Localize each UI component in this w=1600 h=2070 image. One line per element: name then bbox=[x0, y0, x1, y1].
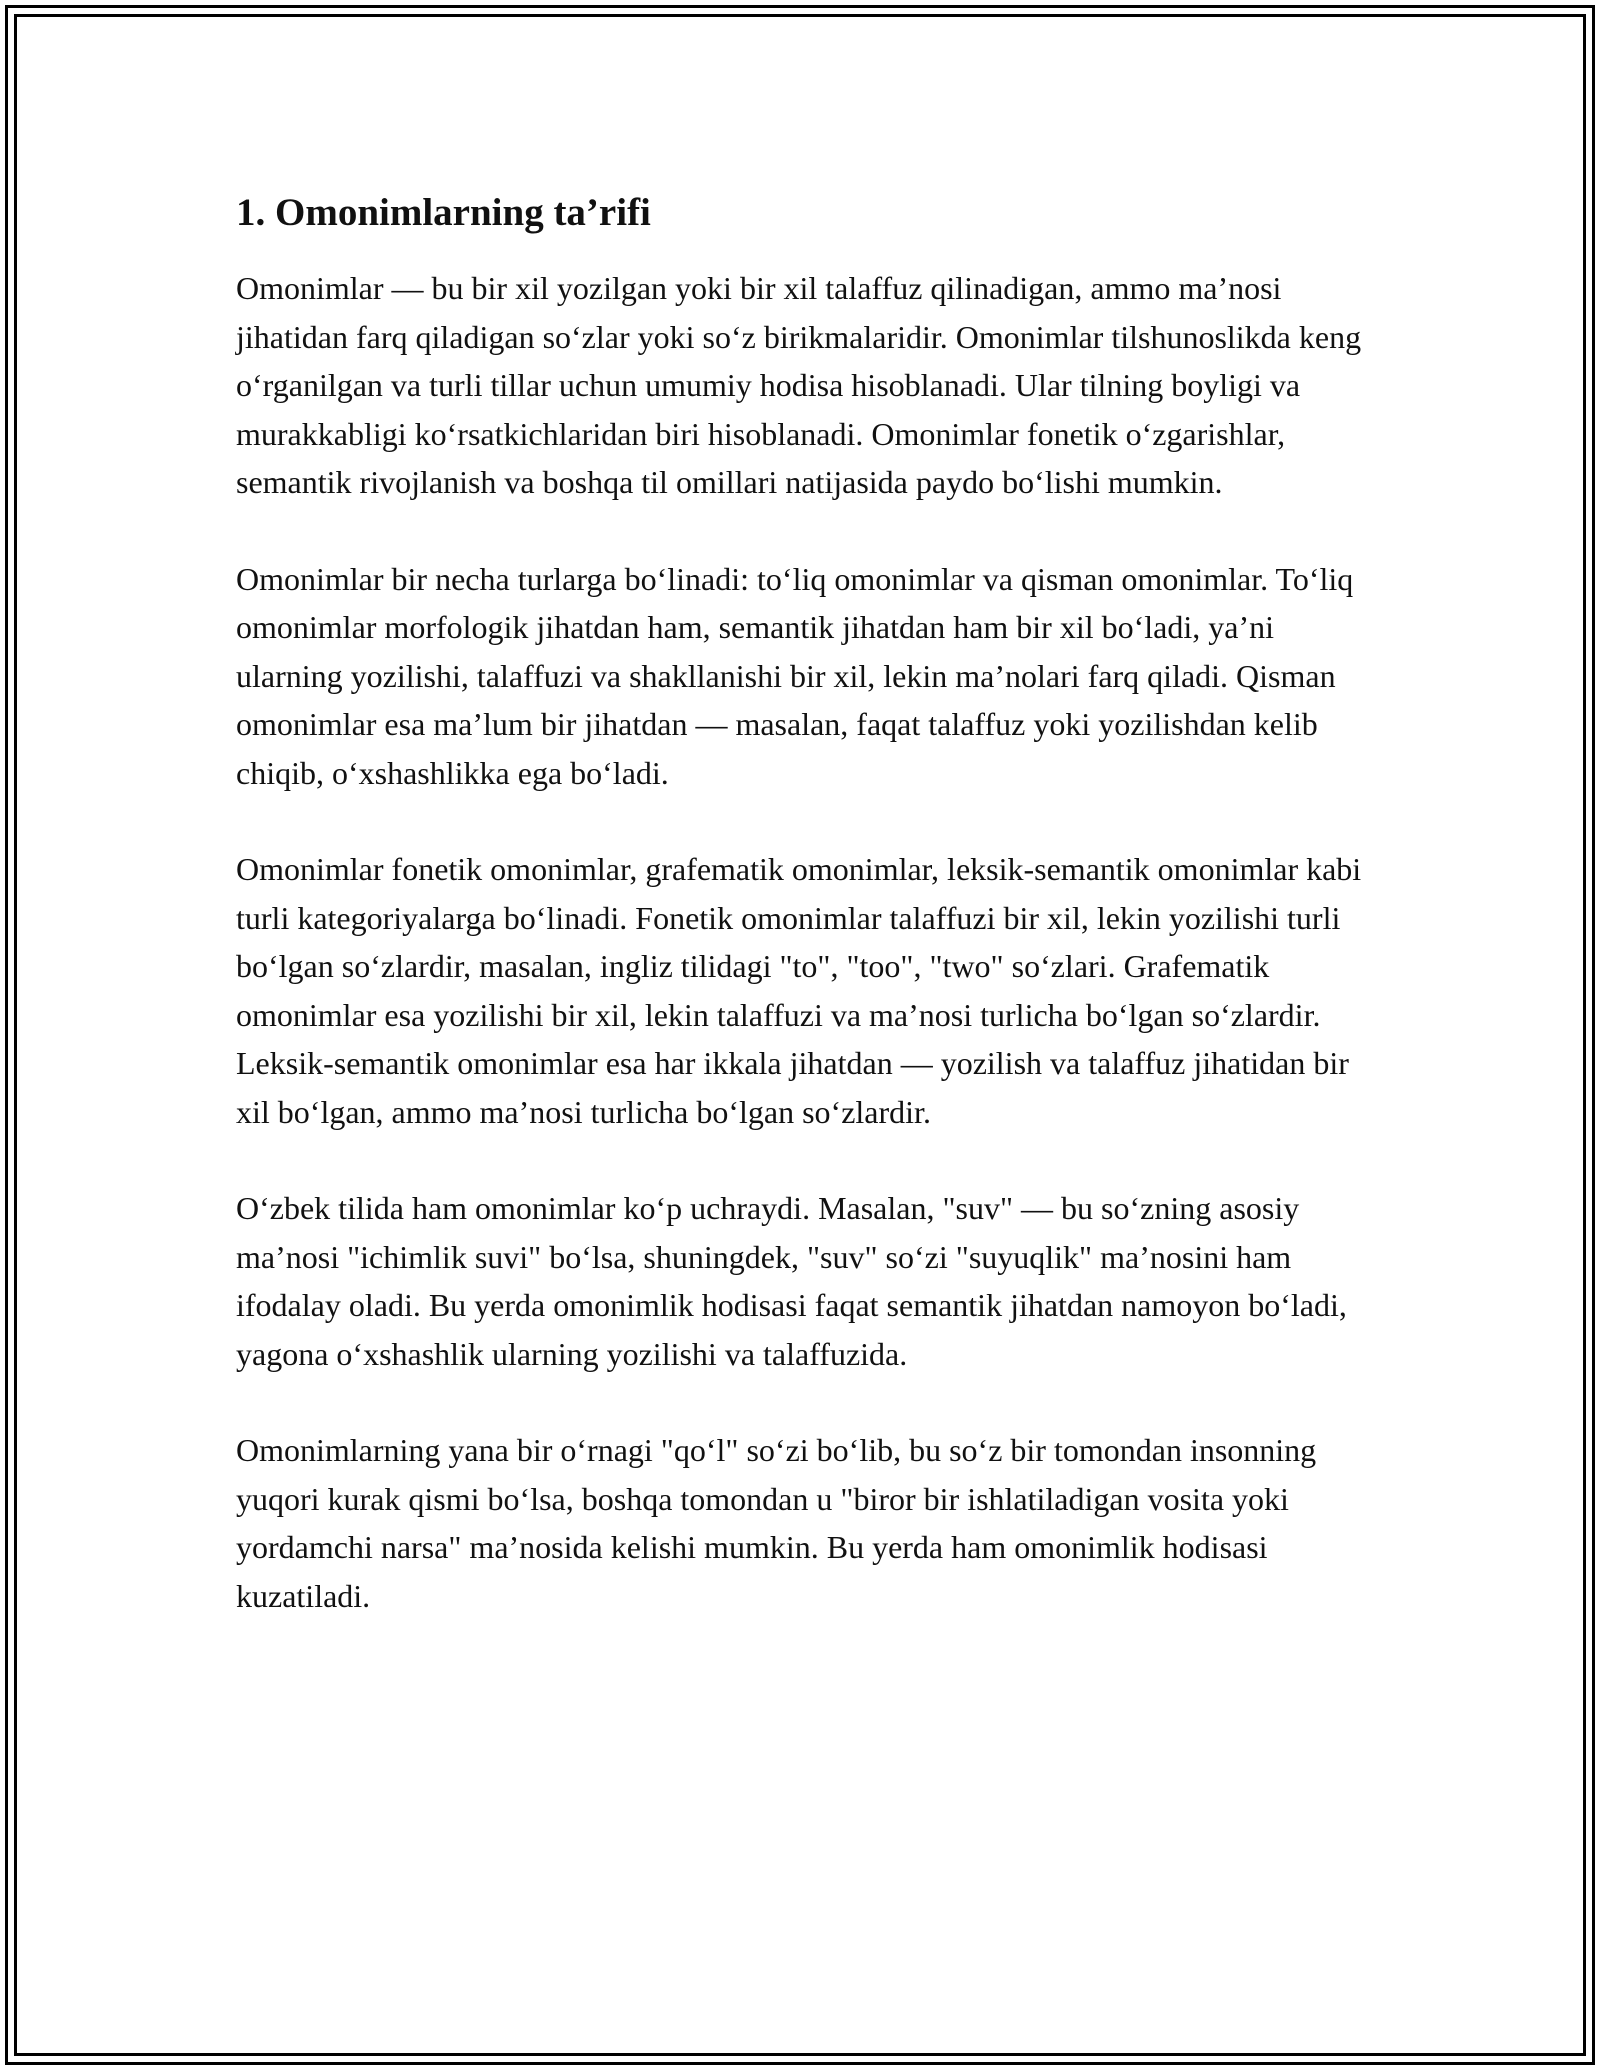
paragraph-definition: Omonimlar — bu bir xil yozilgan yoki bir xil talaffuz qilinadigan, ammo ma’nosi jihatidan farq qiladigan so‘zlar yoki so‘z birikmalaridir. Omonimlar tilshunoslikda keng o‘rganilgan va turli tillar uchun umumiy hodisa hisoblanadi. Ular tilning boyligi va murakkabligi ko‘rsatkichlaridan biri hisoblanadi. Omonimlar fonetik o‘zgarishlar, semantik rivojlanish va boshqa til omillari natijasida paydo bo‘lishi mumkin. bbox=[236, 270, 1362, 500]
paragraph-types: Omonimlar bir necha turlarga bo‘linadi: to‘liq omonimlar va qisman omonimlar. To‘liq omonimlar morfologik jihatdan ham, semantik jihatdan ham bir xil bo‘ladi, ya’ni ularning yozilishi, talaffuzi va shakllanishi bir xil, lekin ma’nolari farq qiladi. Qisman omonimlar esa ma’lum bir jihatdan — masalan, faqat talaffuz yoki yozilishdan kelib chiqib, o‘xshashlikka ega bo‘ladi. bbox=[236, 560, 1354, 791]
document-body bbox=[236, 190, 1384, 1668]
paragraph-uzbek-example: O‘zbek tilida ham omonimlar ko‘p uchraydi. Masalan, "suv" — bu so‘zning asosiy ma’nosi "ichimlik suvi" bo‘lsa, shuningdek, "suv" so‘zi "suyuqlik" ma’nosini ham ifodalay oladi. Bu yerda omonimlik hodisasi faqat semantik jihatdan namoyon bo‘ladi, yagona o‘xshashlik ularning yozilishi va talaffuzida. bbox=[236, 1190, 1347, 1372]
paragraph-categories: Omonimlar fonetik omonimlar, grafematik omonimlar, leksik-semantik omonimlar kabi turli kategoriyalarga bo‘linadi. Fonetik omonimlar talaffuzi bir xil, lekin yozilishi turli bo‘lgan so‘zlardir, masalan, ingliz tilidagi "to", "too", "two" so‘zlari. Grafematik omonimlar esa yozilishi bir xil, lekin talaffuzi va ma’nosi turlicha bo‘lgan so‘zlardir. Leksik-semantik omonimlar esa har ikkala jihatdan — yozilish va talaffuz jihatidan bir xil bo‘lgan, ammo ma’nosi turlicha bo‘lgan so‘zlardir. bbox=[236, 851, 1362, 1130]
paragraph-qol-example: Omonimlarning yana bir o‘rnagi "qo‘l" so‘zi bo‘lib, bu so‘z bir tomondan insonning yuqori kurak qismi bo‘lsa, boshqa tomondan u "biror bir ishlatiladigan vosita yoki yordamchi narsa" ma’nosida kelishi mumkin. Bu yerda ham omonimlik hodisasi kuzatiladi. bbox=[236, 1432, 1317, 1614]
section-heading: 1. Omonimlarning ta’rifi bbox=[236, 191, 651, 234]
